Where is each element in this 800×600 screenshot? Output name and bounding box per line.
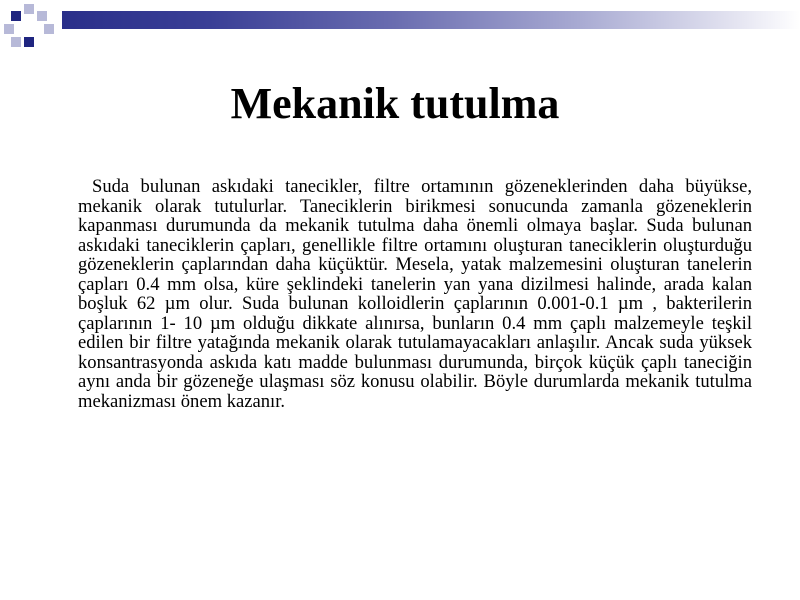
corner-square-decoration: [11, 37, 21, 47]
corner-square-decoration: [4, 24, 14, 34]
corner-square-decoration: [11, 11, 21, 21]
corner-square-decoration: [37, 11, 47, 21]
corner-square-decoration: [24, 4, 34, 14]
corner-square-decoration: [44, 24, 54, 34]
slide-title: Mekanik tutulma: [230, 79, 560, 128]
header-gradient-bar: [62, 11, 800, 29]
corner-square-decoration: [24, 37, 34, 47]
slide-body-text: Suda bulunan askıdaki tanecikler, filtre ortamının gözeneklerinden daha büyükse, mekanik olarak tutulurlar. Taneciklerin birikmesi sonucunda zamanla gözeneklerin kapanması durumunda da mekanik tutulma daha önemli olmaya başlar. Suda bulunan askıdaki taneciklerin çapları, genellikle filtre ortamını oluşturan taneciklerin oluşturduğu gözeneklerin çaplarından daha küçüktür. Mesela, yatak malzemesini oluşturan tanelerin çapları 0.4 mm olsa, küre şeklindeki tanelerin yan yana dizilmesi halinde, arada kalan boşluk 62 µm olur. Suda bulunan kolloidlerin çaplarının 0.001-0.1 µm , bakterilerin çaplarının 1- 10 µm olduğu dikkate alınırsa, bunların 0.4 mm çaplı malzemeyle teşkil edilen bir filtre yatağında mekanik olarak tutulamayacakları anlaşılır. Ancak suda yüksek konsantrasyonda askıda katı madde bulunması durumunda, birçok küçük çaplı taneciğin aynı anda bir gözeneğe ulaşması söz konusu olabilir. Böyle durumlarda mekanik tutulma mekanizması önem kazanır.: [78, 176, 752, 412]
